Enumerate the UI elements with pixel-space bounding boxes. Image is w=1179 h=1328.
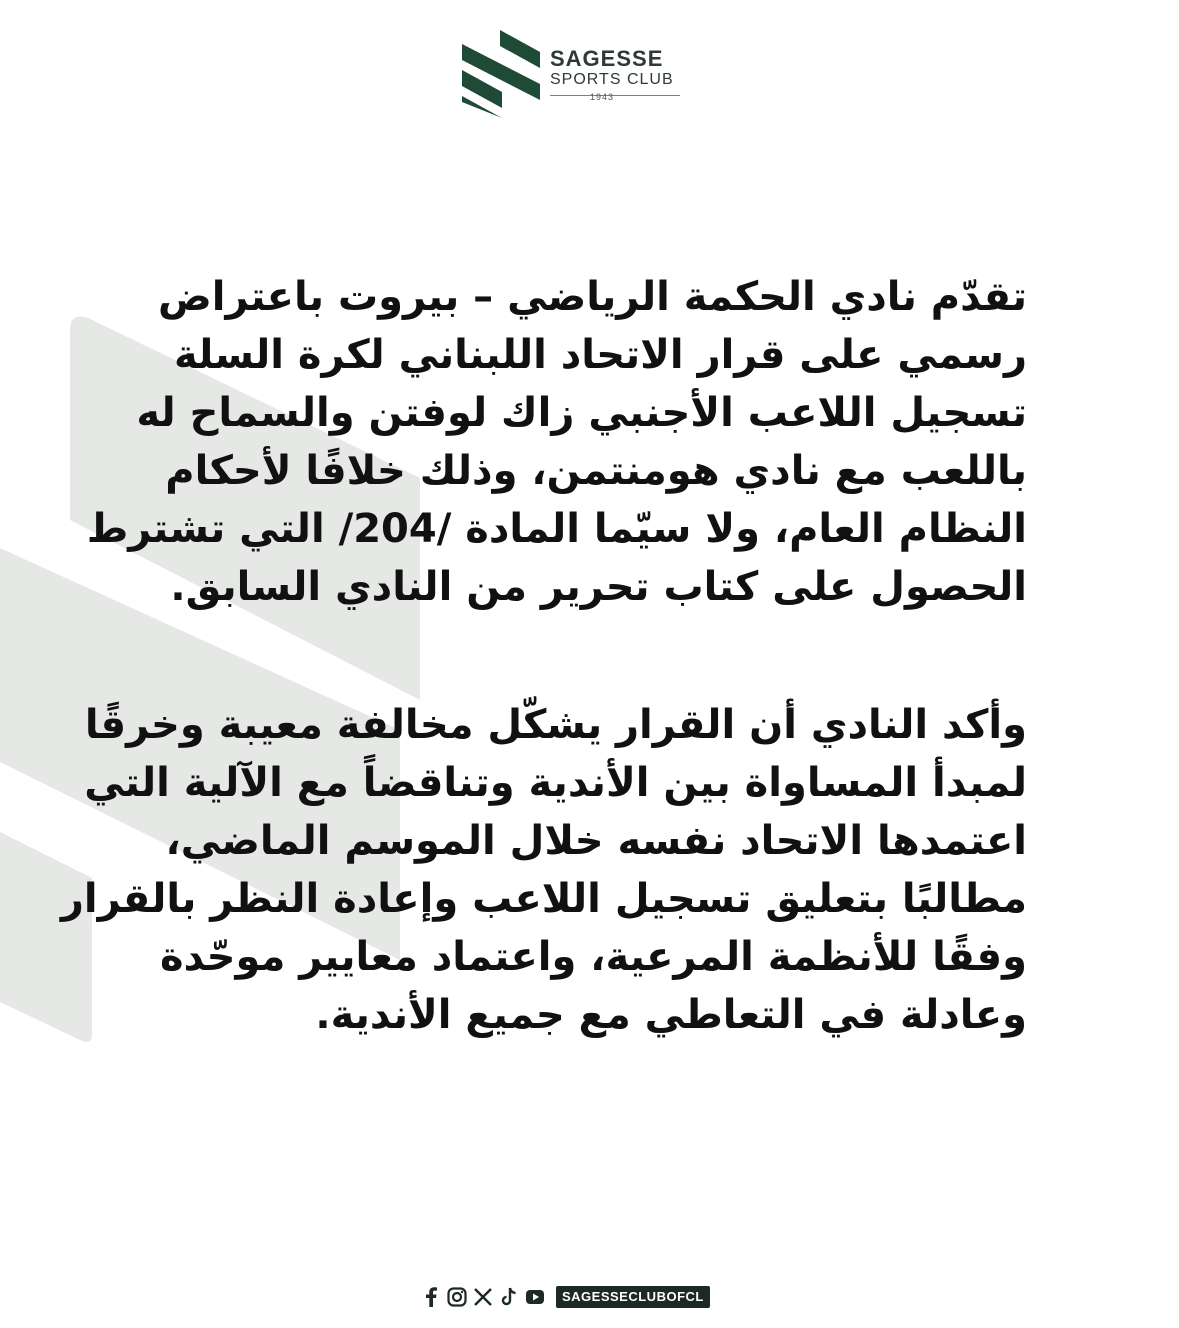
text-line: باللعب مع نادي هومنتمن، وذلك خلافًا لأحكام	[165, 448, 1027, 494]
text-line: اعتمدها الاتحاد نفسه خلال الموسم الماضي،	[165, 818, 1027, 864]
x-icon[interactable]	[472, 1286, 494, 1308]
text-line: تسجيل اللاعب الأجنبي زاك لوفتن والسماح له	[136, 390, 1027, 436]
logo-divider	[550, 95, 680, 96]
chevron-shape-bottom	[0, 832, 92, 1042]
tiktok-icon[interactable]	[498, 1286, 520, 1308]
social-footer	[420, 1284, 710, 1310]
club-founded-year: 1943	[590, 92, 615, 102]
club-logo	[462, 30, 722, 120]
social-handle[interactable]: SAGESSECLUBOFCL	[556, 1286, 710, 1308]
text-line: مطالبًا بتعليق تسجيل اللاعب وإعادة النظر بالقرار	[60, 876, 1027, 922]
text-line: الحصول على كتاب تحرير من النادي السابق.	[170, 564, 1027, 610]
facebook-icon[interactable]	[420, 1286, 442, 1308]
logo-text	[550, 48, 720, 96]
text-line: وفقًا للأنظمة المرعية، واعتماد معايير موحّدة	[159, 934, 1027, 980]
text-line: لمبدأ المساواة بين الأندية وتناقضاً مع الآلية التي	[84, 760, 1027, 806]
club-name: SAGESSE	[550, 46, 664, 71]
text-line: وأكد النادي أن القرار يشكّل مخالفة معيبة وخرقًا	[84, 702, 1027, 748]
sagesse-logo-icon	[462, 30, 540, 118]
statement-body	[60, 268, 1027, 1044]
text-line: النظام العام، ولا سيّما المادة /204/ التي تشترط	[86, 506, 1027, 552]
paragraph-spacer	[167, 616, 1027, 696]
text-line: رسمي على قرار الاتحاد اللبناني لكرة السلة	[173, 332, 1027, 378]
text-line: تقدّم نادي الحكمة الرياضي – بيروت باعتراض	[157, 274, 1027, 320]
statement-paragraph-2	[60, 696, 1027, 1044]
instagram-icon[interactable]	[446, 1286, 468, 1308]
youtube-icon[interactable]	[524, 1286, 546, 1308]
club-subtitle: SPORTS CLUB	[550, 71, 674, 88]
statement-paragraph-1	[86, 268, 1027, 616]
text-line: وعادلة في التعاطي مع جميع الأندية.	[315, 992, 1027, 1038]
